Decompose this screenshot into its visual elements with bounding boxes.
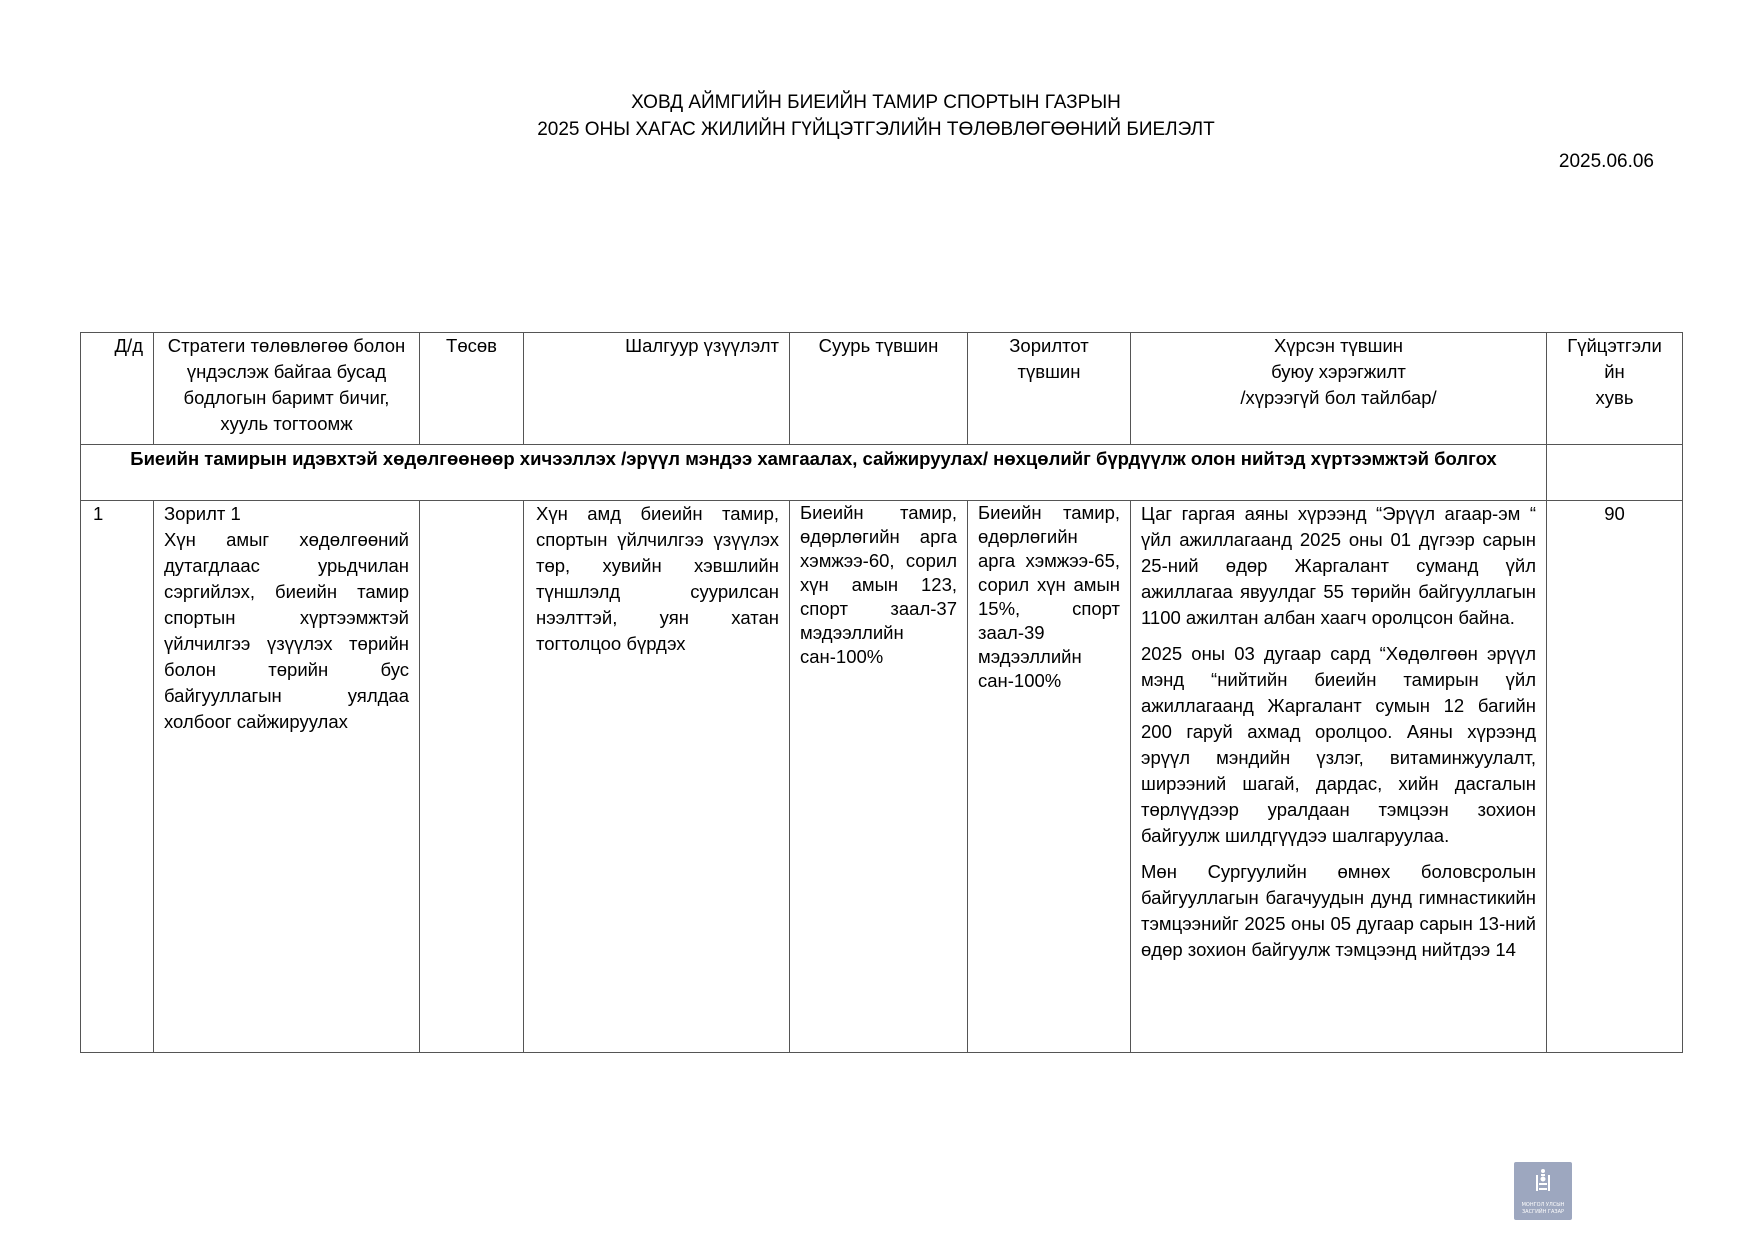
- header-performance-line1: Гүйцэтгэли: [1567, 335, 1662, 356]
- header-performance-line3: хувь: [1595, 387, 1634, 408]
- table-row: [81, 501, 1683, 1053]
- header-dd: Д/д: [81, 333, 154, 445]
- emblem-caption-line1: МОНГОЛ УЛСЫН: [1521, 1202, 1565, 1208]
- header-strategy: Стратеги төлөвлөгөө болон үндэслэж байгаа бусад бодлогын баримт бичиг, хууль тогтоомж: [154, 333, 420, 445]
- section-empty-cell: [1547, 445, 1683, 501]
- achieved-paragraph-3: Мөн Сургуулийн өмнөх боловсролын байгууллагын багачуудын дунд гимнастикийн тэмцээнийг 2025 оны 05 дугаар сарын 13-ний өдөр зохион байгуулж тэмцээнд нийтдээ 14: [1141, 861, 1536, 960]
- document-date: 2025.06.06: [1558, 151, 1654, 172]
- row-performance-percent: 90: [1547, 501, 1683, 1053]
- row-target: Биеийн тамир, өдөрлөгийн арга хэмжээ-65, сорил хүн амын 15%, спорт заал-39 мэдээллийн сан-100%: [968, 501, 1131, 1053]
- achieved-paragraph-2: 2025 оны 03 дугаар сард “Хөдөлгөөн эрүүл мэнд “нийтийн биеийн тамирын үйл ажиллагаанд Жаргалант сумын 12 багийн 200 гаруй ахмад оролцоо. Аяны хүрээнд эрүүл мэндийн үзлэг, витаминжуулалт, ширээний шагай, дардас, хийн дасгалын төрлүүдээр уралдаан тэмцээн зохион байгуулж шилдгүүдээ шалгаруулаа.: [1141, 643, 1536, 846]
- document-title-line1: ХОВД АЙМГИЙН БИЕИЙН ТАМИР СПОРТЫН ГАЗРЫН: [631, 92, 1121, 113]
- row-baseline: Биеийн тамир, өдөрлөгийн арга хэмжээ-60, сорил хүн амын 123, спорт заал-37 мэдээллийн сан-100%: [790, 501, 968, 1053]
- header-achieved-line2: буюу хэрэгжилт: [1271, 361, 1406, 382]
- header-achieved-line1: Хүрсэн түвшин: [1273, 335, 1404, 356]
- row-criteria: Хүн амд биеийн тамир, спортын үйлчилгээ үзүүлэх төр, хувийн хэвшлийн түншлэлд суурилсан нээлттэй, уян хатан тогтолцоо бүрдэх: [524, 501, 790, 1053]
- header-achieved: [1131, 333, 1547, 445]
- soyombo-icon: [1533, 1168, 1553, 1194]
- row-goal-text: Хүн амыг хөдөлгөөний дутагдлаас урьдчилан сэргийлэх, биеийн тамир спортын хүртээмжтэй үйлчилгээ үзүүлэх төрийн болон төрийн бус байгууллагын уялдаа холбоог сайжируулах: [164, 529, 409, 732]
- government-emblem-logo: [1514, 1162, 1572, 1220]
- header-performance-line2: йн: [1604, 361, 1625, 382]
- row-goal-label: Зорилт 1: [164, 503, 241, 524]
- achieved-paragraph-1: Цаг гаргая аяны хүрээнд “Эрүүл агаар-эм “ үйл ажиллагаанд 2025 оны 01 дүгээр сарын 25-ний өдөр Жаргалант суманд үйл ажиллагаа явуулдаг 55 төрийн байгууллагын 1100 ажилтан албан хаагч оролцсон байна.: [1141, 503, 1536, 628]
- row-number: 1: [81, 501, 154, 1053]
- section-title: Биеийн тамирын идэвхтэй хөдөлгөөнөөр хичээллэх /эрүүл мэндээ хамгаалах, сайжируулах/ нөхцөлийг бүрдүүлж олон нийтэд хүртээмжтэй болгох: [81, 445, 1547, 501]
- header-performance: [1547, 333, 1683, 445]
- table-header-row: [81, 333, 1683, 445]
- document-title-line2: 2025 ОНЫ ХАГАС ЖИЛИЙН ГҮЙЦЭТГЭЛИЙН ТӨЛӨВЛӨГӨӨНИЙ БИЕЛЭЛТ: [537, 119, 1215, 140]
- row-budget: [420, 501, 524, 1053]
- header-target: Зорилтот түвшин: [968, 333, 1131, 445]
- header-budget: Төсөв: [420, 333, 524, 445]
- header-achieved-line3: /хүрээгүй бол тайлбар/: [1240, 387, 1437, 408]
- row-achieved: [1131, 501, 1547, 1053]
- plan-table: [80, 332, 1683, 1053]
- section-row: [81, 445, 1683, 501]
- row-goal-cell: [154, 501, 420, 1053]
- header-criteria: Шалгуур үзүүлэлт: [524, 333, 790, 445]
- header-baseline: Суурь түвшин: [790, 333, 968, 445]
- emblem-caption-line2: ЗАСГИЙН ГАЗАР: [1521, 1209, 1565, 1215]
